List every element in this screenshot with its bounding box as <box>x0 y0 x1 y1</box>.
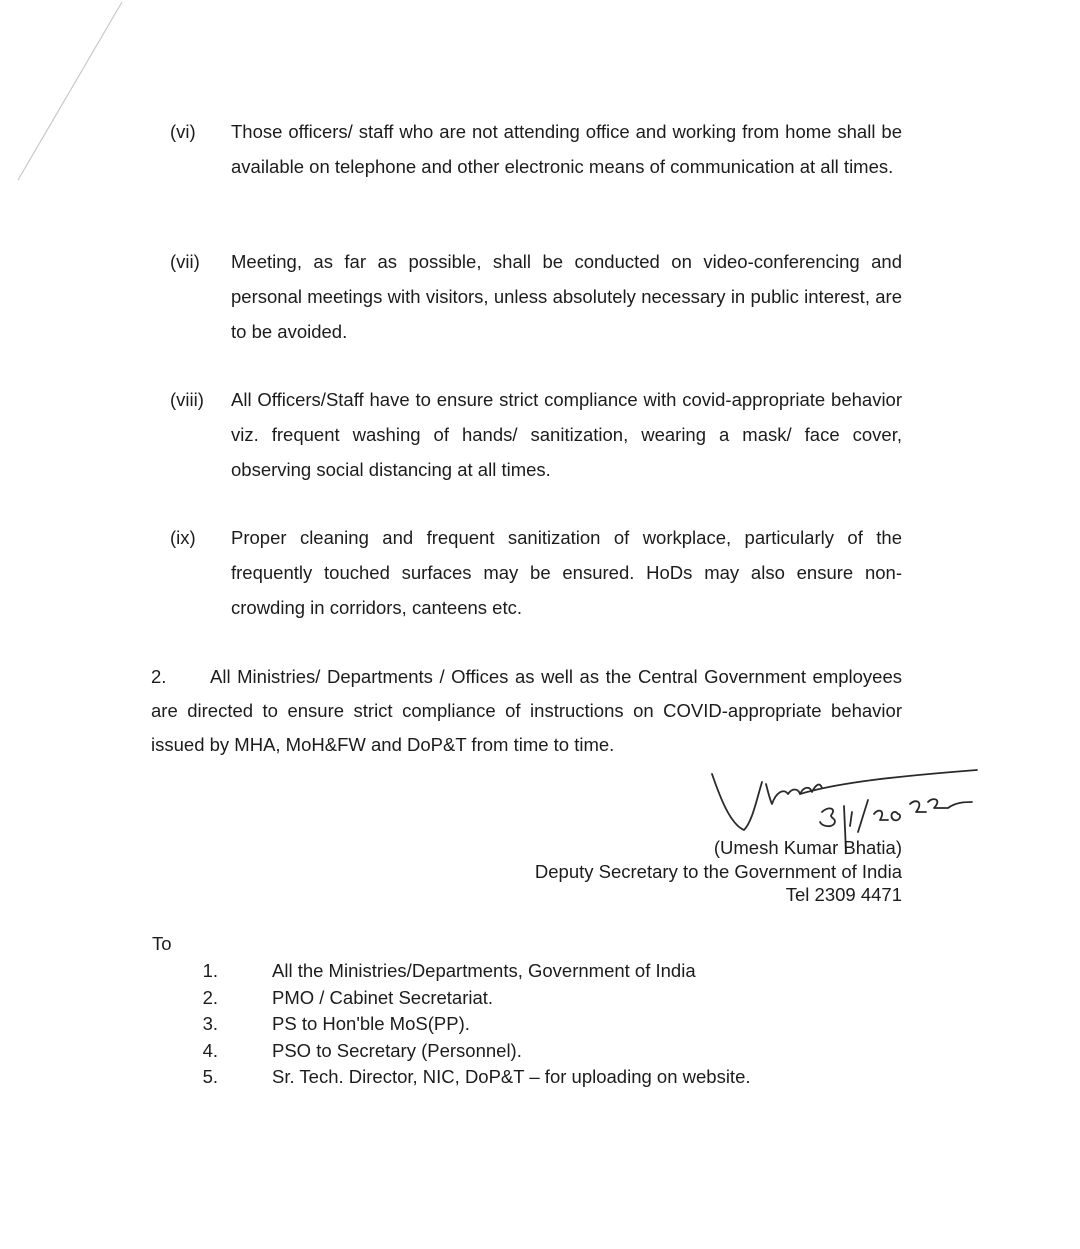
list-text: PSO to Secretary (Personnel). <box>272 1039 522 1061</box>
signature-block <box>535 836 902 907</box>
item-text: All Officers/Staff have to ensure strict compliance with covid-appropriate behavior viz. frequent washing of hands/ sanitization, wearing a mask/ face cover, observing social distancing at all times. <box>231 389 902 480</box>
list-item <box>196 1011 836 1038</box>
paragraph-text: All Ministries/ Departments / Offices as well as the Central Government employees are directed to ensure strict compliance of instructions on COVID-appropriate behavior issued by MHA, MoH&FW and DoP&T from time to time. <box>151 666 902 755</box>
signatory-name: (Umesh Kumar Bhatia) <box>713 837 902 858</box>
distribution-list <box>196 958 836 1091</box>
item-number: (viii) <box>170 389 204 410</box>
list-number: 1. <box>202 960 218 981</box>
paragraph-2 <box>151 660 902 762</box>
signatory-telephone: Tel 2309 4471 <box>785 884 902 905</box>
list-number: 5. <box>202 1066 218 1088</box>
list-text: PMO / Cabinet Secretariat. <box>272 986 494 1008</box>
list-text: Sr. Tech. Director, NIC, DoP&T – for uploading on website. <box>272 1066 751 1088</box>
list-item <box>196 958 836 985</box>
list-item <box>196 1038 836 1065</box>
item-text: Those officers/ staff who are not attending office and working from home shall be available on telephone and other electronic means of communication at all times. <box>231 121 902 177</box>
item-number: (ix) <box>170 527 196 548</box>
item-text: Meeting, as far as possible, shall be conducted on video-conferencing and personal meetings with visitors, unless absolutely necessary in public interest, are to be avoided. <box>231 251 902 342</box>
list-text: PS to Hon'ble MoS(PP). <box>272 1013 470 1035</box>
list-item <box>196 1064 836 1091</box>
item-number: (vii) <box>170 251 200 272</box>
item-text: Proper cleaning and frequent sanitization of workplace, particularly of the frequently touched surfaces may be ensured. HoDs may also ensure non-crowding in corridors, canteens etc. <box>231 527 902 618</box>
list-number: 3. <box>202 1013 218 1035</box>
signatory-designation: Deputy Secretary to the Government of India <box>534 860 902 882</box>
to-label: To <box>152 933 172 954</box>
list-text: All the Ministries/Departments, Government of India <box>272 960 696 981</box>
list-number: 4. <box>202 1039 218 1061</box>
list-number: 2. <box>202 986 218 1008</box>
list-item <box>196 985 836 1012</box>
item-number: (vi) <box>170 121 196 142</box>
scan-artifact-line <box>0 0 140 200</box>
paragraph-number: 2. <box>151 666 167 687</box>
